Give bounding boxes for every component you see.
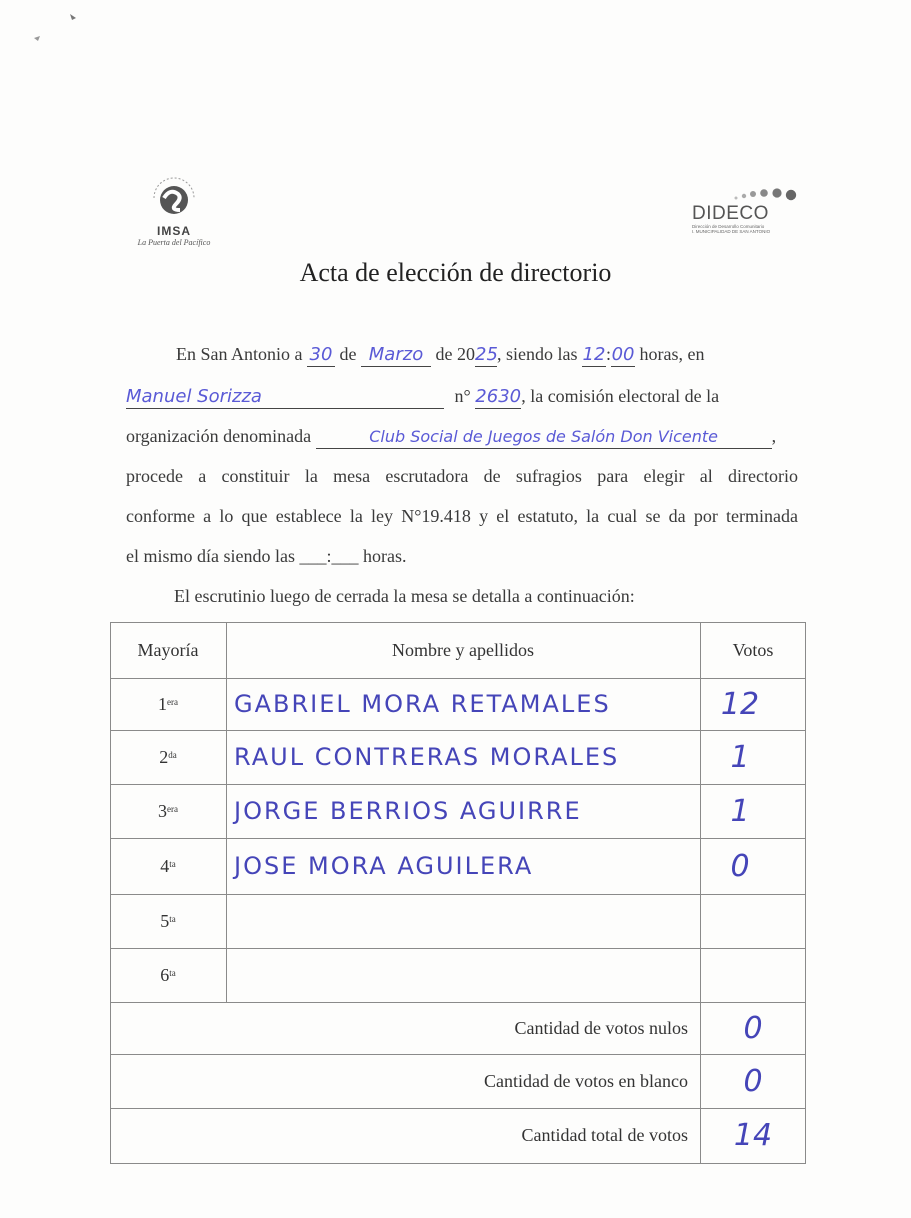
hour-field[interactable]: 12 [582, 344, 606, 365]
candidate-name[interactable]: JOSE MORA AGUILERA [234, 852, 534, 880]
total-votes-value[interactable]: 14 [733, 1118, 773, 1153]
paragraph-line-1 [176, 342, 798, 367]
candidate-votes[interactable]: 0 [730, 848, 750, 884]
table-row-rank: 4 $^{ta}$ [160, 855, 176, 876]
election-results-table [110, 622, 806, 1164]
candidate-name[interactable]: GABRIEL MORA RETAMALES [234, 690, 611, 718]
paragraph-line-5: conforme a lo que establece la ley N°19.418 y el estatuto, la cual se da por terminada [126, 506, 798, 526]
month-field[interactable]: Marzo [361, 344, 431, 367]
null-votes-label: Cantidad de votos nulos [514, 1017, 688, 1038]
total-votes-label: Cantidad total de votos [521, 1125, 688, 1145]
text-segment: n° [454, 386, 471, 406]
candidate-name[interactable] [226, 948, 700, 1002]
text-segment: : [606, 344, 612, 364]
dideco-logo [692, 186, 802, 246]
street-number-field[interactable]: 2630 [475, 386, 522, 407]
candidate-votes[interactable] [700, 894, 780, 948]
text-segment: En San Antonio a [176, 344, 303, 364]
text-segment: de [339, 344, 357, 364]
imsa-name: IMSA [157, 224, 191, 238]
imsa-emblem-icon [146, 176, 202, 226]
scan-smudge [30, 8, 90, 48]
year-field[interactable]: 25 [475, 344, 498, 365]
paragraph-line-2 [126, 384, 798, 409]
text-segment: horas, en [639, 344, 705, 364]
minute-field[interactable]: 00 [611, 344, 635, 365]
candidate-votes[interactable]: 12 [720, 686, 760, 722]
text-segment: , siendo las [497, 344, 578, 364]
table-row-rank: 3 $^{era}$ [158, 800, 178, 821]
blank-votes-label: Cantidad de votos en blanco [484, 1070, 688, 1091]
table-row-rank: 6 $^{ta}$ [160, 964, 176, 985]
candidate-name[interactable]: JORGE BERRIOS AGUIRRE [234, 797, 582, 825]
header-nombre: Nombre y apellidos [392, 639, 534, 660]
scrutiny-intro: El escrutinio luego de cerrada la mesa se detalla a continuación: [174, 586, 635, 606]
paragraph-line-3 [126, 424, 798, 449]
candidate-votes[interactable]: 1 [730, 793, 750, 829]
imsa-tagline: La Puerta del Pacífico [137, 238, 211, 247]
dideco-dots-icon [692, 186, 802, 204]
organization-field[interactable]: Club Social de Juegos de Salón Don Vicente [316, 426, 772, 449]
table-row-rank: 2 $^{da}$ [159, 746, 177, 767]
blank-votes-value[interactable]: 0 [743, 1063, 763, 1099]
table-row-rank: 1 $^{era}$ [158, 693, 178, 714]
document-title: Acta de elección de directorio [299, 258, 612, 287]
dideco-name: DIDECO [692, 203, 769, 224]
candidate-votes[interactable] [700, 948, 780, 1002]
candidate-name[interactable]: RAUL CONTRERAS MORALES [234, 743, 620, 771]
header-mayoria: Mayoría [137, 639, 199, 660]
dideco-subtitle-2: I. MUNICIPALIDAD DE SAN ANTONIO [692, 229, 771, 234]
header-votos: Votos [732, 639, 774, 660]
null-votes-value[interactable]: 0 [743, 1010, 763, 1046]
dideco-subtitle-1: Dirección de Desarrollo Comunitario [692, 224, 765, 229]
street-field[interactable]: Manuel Sorizza [126, 386, 444, 409]
text-segment: de 20 [435, 344, 475, 364]
paragraph-line-6: el mismo día siendo las ___:___ horas. [126, 546, 407, 566]
text-segment: organización denominada [126, 426, 312, 446]
imsa-logo [118, 176, 230, 254]
paragraph-line-4: procede a constituir la mesa escrutadora de sufragios para elegir al directorio [126, 466, 798, 486]
day-field[interactable]: 30 [307, 344, 335, 367]
candidate-name[interactable] [226, 894, 700, 948]
table-row-rank: 5 $^{ta}$ [160, 910, 176, 931]
text-segment: , la comisión electoral de la [521, 386, 720, 406]
candidate-votes[interactable]: 1 [730, 739, 750, 775]
text-segment: , [771, 426, 777, 446]
